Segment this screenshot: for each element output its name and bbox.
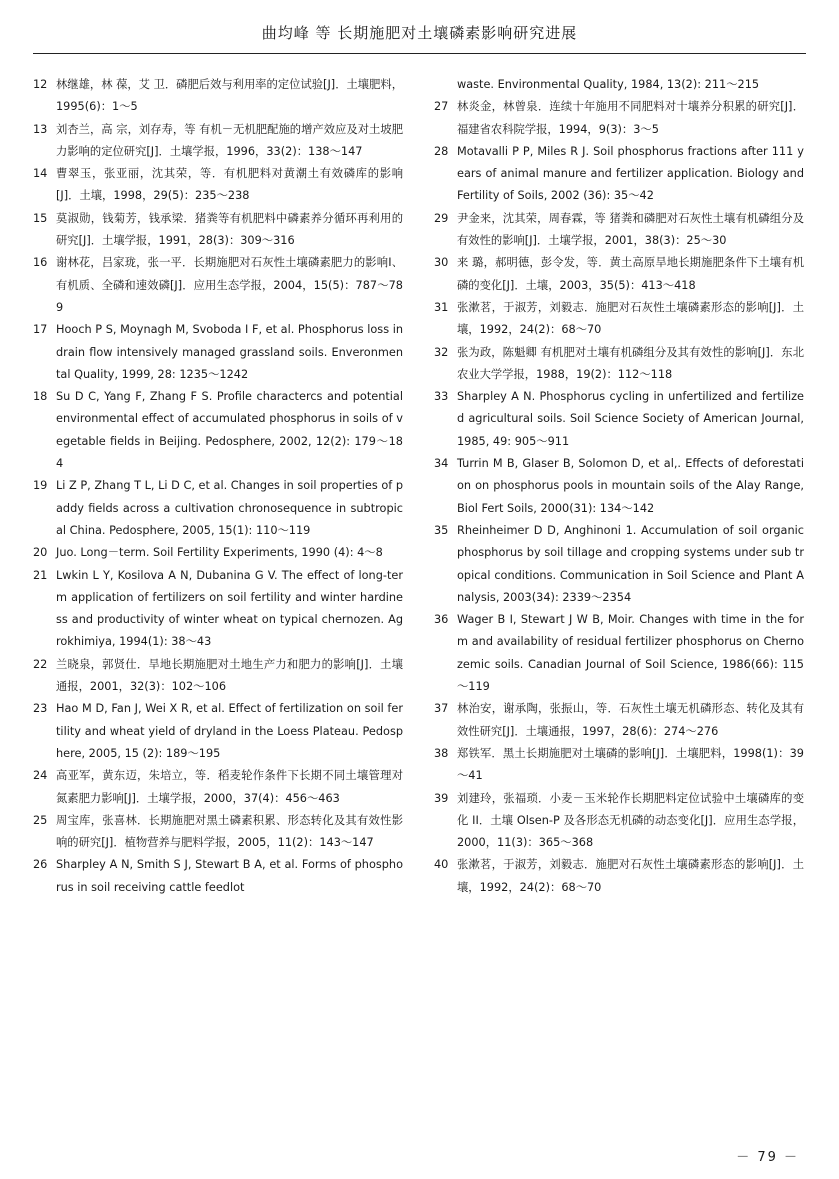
reference-number: 26: [33, 858, 48, 872]
header-rule: [33, 53, 806, 54]
reference-entry: [434, 743, 804, 788]
reference-entry: [33, 542, 403, 564]
reference-text: Su D C, Yang F, Zhang F S. Profile charactercs and potential environmental effect of accumulated phosphorus in soils of vegetable fields in Beijing. Pedosphere, 2002, 12(2): 179～184: [56, 390, 403, 471]
reference-text: 兰晓泉，郭贤仕．旱地长期施肥对土地生产力和肥力的影响[J]．土壤通报，2001，32(3)：102～106: [56, 657, 403, 694]
reference-entry: [434, 453, 804, 520]
reference-entry: [33, 163, 403, 208]
reference-entry: [33, 475, 403, 542]
reference-text: Lwkin L Y, Kosilova A N, Dubanina G V. The effect of long-term application of fertilizers on soil fertility and winter hardiness and productivity of winter wheat on typical chernozen. Agrokhimiya, 1994(1): 38～43: [56, 568, 403, 649]
reference-number: 30: [434, 256, 449, 270]
reference-text: Juo. Long－term. Soil Fertility Experiments, 1990 (4): 4～8: [56, 546, 383, 560]
reference-entry: [434, 854, 804, 899]
reference-number: 37: [434, 702, 449, 716]
reference-entry: [434, 386, 804, 453]
running-header: 曲均峰 等 长期施肥对土壤磷素影响研究进展: [261, 24, 578, 42]
reference-text: Sharpley A N. Phosphorus cycling in unfertilized and fertilized agricultural soils. Soil Science Society of American Journal, 1985, 49: 905～911: [457, 390, 804, 448]
reference-entry: [434, 252, 804, 297]
reference-entry: [434, 698, 804, 743]
reference-entry: [434, 141, 804, 208]
reference-text: 周宝库，张喜林．长期施肥对黑土磷素积累、形态转化及其有效性影响的研究[J]．植物营养与肥料学报，2005，11(2)：143～147: [56, 813, 403, 850]
reference-text: waste. Environmental Quality, 1984, 13(2): 211～215: [457, 78, 760, 91]
reference-entry: [33, 698, 403, 765]
reference-text: Rheinheimer D D, Anghinoni 1. Accumulation of soil organic phosphorus by soil tillage and cropping systems under sub tropical conditions. Communication in Soil Science and Plant Analysis, 2003(34): 2339～2354: [457, 523, 804, 604]
reference-number: 16: [33, 256, 48, 270]
reference-column-left: [33, 74, 403, 899]
reference-number: 22: [33, 657, 48, 671]
reference-text: 高亚军，黄东迈，朱培立，等．稻麦轮作条件下长期不同土壤管理对氮素肥力影响[J]．土壤学报，2000，37(4)：456～463: [56, 769, 403, 805]
reference-entry: [33, 319, 403, 386]
reference-entry: [33, 854, 403, 899]
reference-entry: [33, 765, 403, 810]
reference-entry: [33, 386, 403, 475]
reference-number: 29: [434, 211, 449, 225]
reference-text: Turrin M B, Glaser B, Solomon D, et al,. Effects of deforestation on phosphorus pools in mountain soils of the Alay Range, Biol Fert Soils, 2000(31): 134～142: [457, 457, 804, 515]
reference-number: 23: [33, 702, 48, 716]
reference-text: 尹金来，沈其荣，周春霖，等 猪粪和磷肥对石灰性土壤有机磷组分及有效性的影响[J]．土壤学报，2001，38(3)：25～30: [457, 211, 804, 248]
reference-number: 33: [434, 390, 449, 404]
reference-number: 31: [434, 300, 449, 314]
reference-number: 15: [33, 211, 48, 225]
reference-entry: [434, 609, 804, 698]
reference-entry: [33, 810, 403, 855]
reference-entry: [434, 96, 804, 141]
reference-text: 谢林花，吕家珑，张一平．长期施肥对石灰性土壤磷素肥力的影响Ⅰ、有机质、全磷和速效磷[J]．应用生态学报，2004，15(5)：787～789: [56, 256, 403, 314]
reference-text: Motavalli P P, Miles R J. Soil phosphorus fractions after 111 years of animal manure and fertilizer application. Biology and Fertility of Soils, 2002 (36): 35～42: [457, 144, 804, 203]
reference-number: 36: [434, 613, 449, 627]
reference-text: 张漱茗，于淑芳，刘毅志．施肥对石灰性土壤磷素形态的影响[J]．土壤，1992，24(2)：68～70: [457, 300, 804, 337]
reference-number: 27: [434, 100, 449, 114]
reference-number: 32: [434, 345, 449, 359]
reference-entry: [434, 208, 804, 253]
reference-number: 38: [434, 746, 449, 760]
reference-text: 张为政，陈魁卿 有机肥对土壤有机磷组分及其有效性的影响[J]．东北农业大学学报，1988，19(2)：112～118: [457, 345, 804, 381]
page-number: － 79 －: [736, 1150, 799, 1165]
reference-text: 来 璐，郝明德，彭令发，等．黄土高原旱地长期施肥条件下土壤有机磷的变化[J]．土壤，2003，35(5)：413～418: [457, 256, 804, 292]
reference-number: 40: [434, 858, 449, 872]
reference-text: Sharpley A N, Smith S J, Stewart B A, et al. Forms of phosphorus in soil receiving cattle feedlot: [56, 858, 403, 894]
reference-entry: [33, 74, 403, 119]
reference-number: 18: [33, 390, 48, 404]
reference-number: 28: [434, 144, 449, 158]
reference-text: 林治安，谢承陶，张振山，等．石灰性土壤无机磷形态、转化及其有效性研究[J]．土壤通报，1997，28(6)：274～276: [457, 702, 804, 738]
reference-entry: [33, 565, 403, 654]
reference-number: 35: [434, 523, 449, 537]
reference-entry: [33, 252, 403, 319]
reference-number: 39: [434, 791, 449, 805]
reference-number: 34: [434, 457, 449, 471]
reference-text: 刘杏兰，高 宗，刘存寿，等 有机－无机肥配施的增产效应及对土坡肥力影响的定位研究[J]．土壤学报，1996，33(2)：138～147: [56, 122, 403, 158]
reference-entry: [434, 342, 804, 387]
reference-number: 19: [33, 479, 48, 493]
reference-text: 林继雄，林 葆，艾 卫．磷肥后效与利用率的定位试验[J]．土壤肥料，1995(6)：1～5: [56, 78, 403, 114]
reference-number: 21: [33, 568, 48, 582]
reference-entry: [33, 654, 403, 699]
reference-text: Wager B I, Stewart J W B, Moir. Changes with time in the form and availability of residual fertilizer phosphorus on Chernozemic soils. Canadian Journal of Soil Science, 1986(66): 115～119: [457, 613, 804, 694]
reference-entry: [434, 520, 804, 609]
reference-number: 12: [33, 78, 48, 91]
reference-number: 24: [33, 769, 48, 783]
reference-number: 14: [33, 167, 48, 181]
reference-text: Hao M D, Fan J, Wei X R, et al. Effect of fertilization on soil fertility and wheat yield of dryland in the Loess Plateau. Pedosphere, 2005, 15 (2): 189～195: [56, 702, 403, 760]
reference-entry: [434, 297, 804, 342]
reference-number: 20: [33, 546, 48, 560]
reference-text: 郑铁军．黑土长期施肥对土壤磷的影响[J]．土壤肥料，1998(1)：39～41: [457, 746, 804, 783]
reference-entry: [434, 74, 804, 96]
reference-entry: [434, 788, 804, 855]
reference-number: 13: [33, 122, 48, 136]
reference-text: 刘建玲，张福琐．小麦－玉米轮作长期肥料定位试验中土壤磷库的变化 II．土壤 Olsen-P 及各形态无机磷的动态变化[J]．应用生态学报，2000，11(3)：365～368: [457, 791, 804, 850]
reference-column-right: [434, 74, 804, 899]
reference-text: Hooch P S, Moynagh M, Svoboda I F, et al. Phosphorus loss in drain flow intensively managed grassland soils. Enveronmental Quality, 1999, 28: 1235～1242: [56, 323, 403, 381]
reference-text: 莫淑勋，钱菊芳，钱承梁．猪粪等有机肥料中磷素养分循环再利用的研究[J]．土壤学报，1991，28(3)：309～316: [56, 211, 403, 248]
reference-entry: [33, 208, 403, 253]
reference-text: Li Z P, Zhang T L, Li D C, et al. Changes in soil properties of paddy fields across a cultivation chronosequence in subtropical China. Pedosphere, 2005, 15(1): 110～119: [56, 479, 403, 537]
reference-number: 25: [33, 813, 48, 827]
reference-text: 张漱茗，于淑芳，刘毅志．施肥对石灰性土壤磷素形态的影响[J]．土壤，1992，24(2)：68～70: [457, 858, 804, 894]
reference-text: 曹翠玉，张亚丽，沈其荣，等．有机肥料对黄潮土有效磷库的影响[J]．土壤，1998，29(5)：235～238: [56, 167, 403, 203]
reference-number: 17: [33, 323, 48, 337]
reference-entry: [33, 119, 403, 164]
reference-text: 林炎金，林曾泉．连续十年施用不同肥料对十壤养分积累的研究[J]．福建省农科院学报，1994，9(3)：3～5: [457, 100, 804, 136]
